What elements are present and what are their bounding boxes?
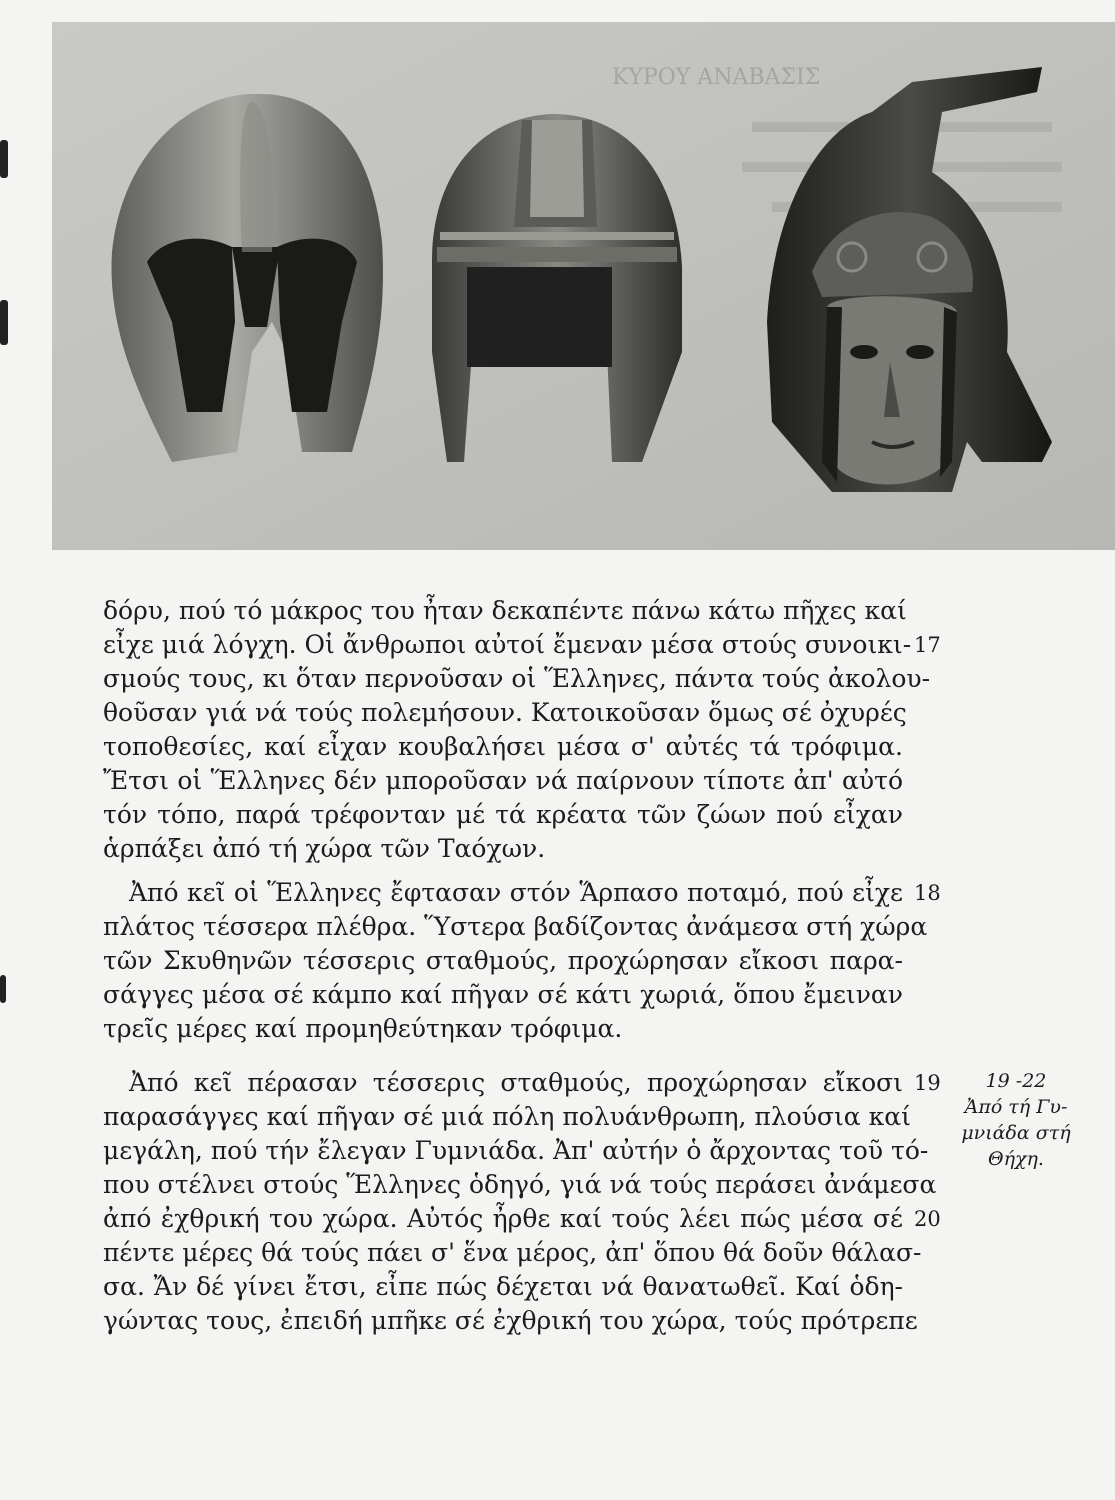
text-line: Ἔτσι οἱ Ἕλληνες δέν μποροῦσαν νά παίρνουν τίποτε ἀπ' αὐτό xyxy=(103,766,903,795)
text-line: πλάτος τέσσερα πλέθρα. Ὕστερα βαδίζοντας ἀνάμεσα στή χώρα xyxy=(103,912,928,941)
text-line: Ἀπό κεῖ πέρασαν τέσσερις σταθμούς, προχώρησαν εἴκοσι xyxy=(129,1068,903,1097)
margin-note xyxy=(946,1068,1086,1172)
text-line: παρασάγγες καί πῆγαν σέ μιά πόλη πολυάνθρωπη, πλούσια καί xyxy=(103,1102,911,1131)
text-line: γώντας τους, ἐπειδή μπῆκε σέ ἐχθρική του χώρα, τούς πρότρεπε xyxy=(103,1306,918,1335)
text-line: σάγγες μέσα σέ κάμπο καί πῆγαν σέ κάτι χωριά, ὅπου ἔμειναν xyxy=(103,980,903,1009)
scan-edge-mark xyxy=(0,300,8,345)
helmets-photo xyxy=(52,22,1115,550)
text-line: σα. Ἄν δέ γίνει ἔτσι, εἶπε πώς δέχεται νά θανατωθεῖ. Καί ὁδη- xyxy=(103,1272,903,1301)
margin-note-line: Θήχη. xyxy=(988,1148,1044,1170)
text-line: πέντε μέρες θά τούς πάει σ' ἕνα μέρος, ἀπ' ὅπου θά δοῦν θάλασ- xyxy=(103,1238,922,1267)
text-line: τῶν Σκυθηνῶν τέσσερις σταθμούς, προχώρησαν εἴκοσι παρα- xyxy=(103,946,903,975)
scan-edge-mark xyxy=(0,140,8,178)
text-line: Ἀπό κεῖ οἱ Ἕλληνες ἔφτασαν στόν Ἅρπασο ποταμό, πού εἶχε xyxy=(129,878,903,907)
margin-note-line: μνιάδα στή xyxy=(961,1122,1071,1144)
text-line: τοποθεσίες, καί εἶχαν κουβαλήσει μέσα σ' αὐτές τά τρόφιμα. xyxy=(103,732,903,761)
line-number: 20 xyxy=(914,1207,941,1231)
text-line: δόρυ, πού τό μάκρος του ἦταν δεκαπέντε πάνω κάτω πῆχες καί xyxy=(103,596,907,625)
text-line: που στέλνει στούς Ἕλληνες ὁδηγό, γιά νά τούς περάσει ἀνάμεσα xyxy=(103,1170,937,1199)
text-line: ἀπό ἐχθρική του χώρα. Αὐτός ἦρθε καί τούς λέει πώς μέσα σέ xyxy=(103,1204,903,1233)
text-line: θοῦσαν γιά νά τούς πολεμήσουν. Κατοικοῦσαν ὅμως σέ ὀχυρές xyxy=(103,698,907,727)
scan-edge-mark xyxy=(0,975,6,1003)
faded-page-header: ΚΥΡΟΥ ΑΝΑΒΑΣΙΣ xyxy=(612,65,821,90)
line-number: 19 xyxy=(914,1071,941,1095)
line-number: 17 xyxy=(914,633,941,657)
text-line: μεγάλη, πού τήν ἔλεγαν Γυμνιάδα. Ἀπ' αὐτήν ὁ ἄρχοντας τοῦ τό- xyxy=(103,1136,929,1165)
margin-note-line: Ἀπό τή Γυ- xyxy=(964,1096,1068,1118)
text-line: ἁρπάξει ἀπό τή χώρα τῶν Ταόχων. xyxy=(103,834,546,863)
text-line: τόν τόπο, παρά τρέφονταν μέ τά κρέατα τῶν ζώων πού εἶχαν xyxy=(103,800,903,829)
text-line: τρεῖς μέρες καί προμηθεύτηκαν τρόφιμα. xyxy=(103,1014,623,1043)
line-number: 18 xyxy=(914,881,941,905)
text-line: εἶχε μιά λόγχη. Οἱ ἄνθρωποι αὐτοί ἔμεναν μέσα στούς συνοικι- xyxy=(103,630,912,659)
text-line: σμούς τους, κι ὅταν περνοῦσαν οἱ Ἕλληνες, πάντα τούς ἀκολου- xyxy=(103,664,931,693)
margin-note-range: 19 -22 xyxy=(985,1070,1047,1092)
